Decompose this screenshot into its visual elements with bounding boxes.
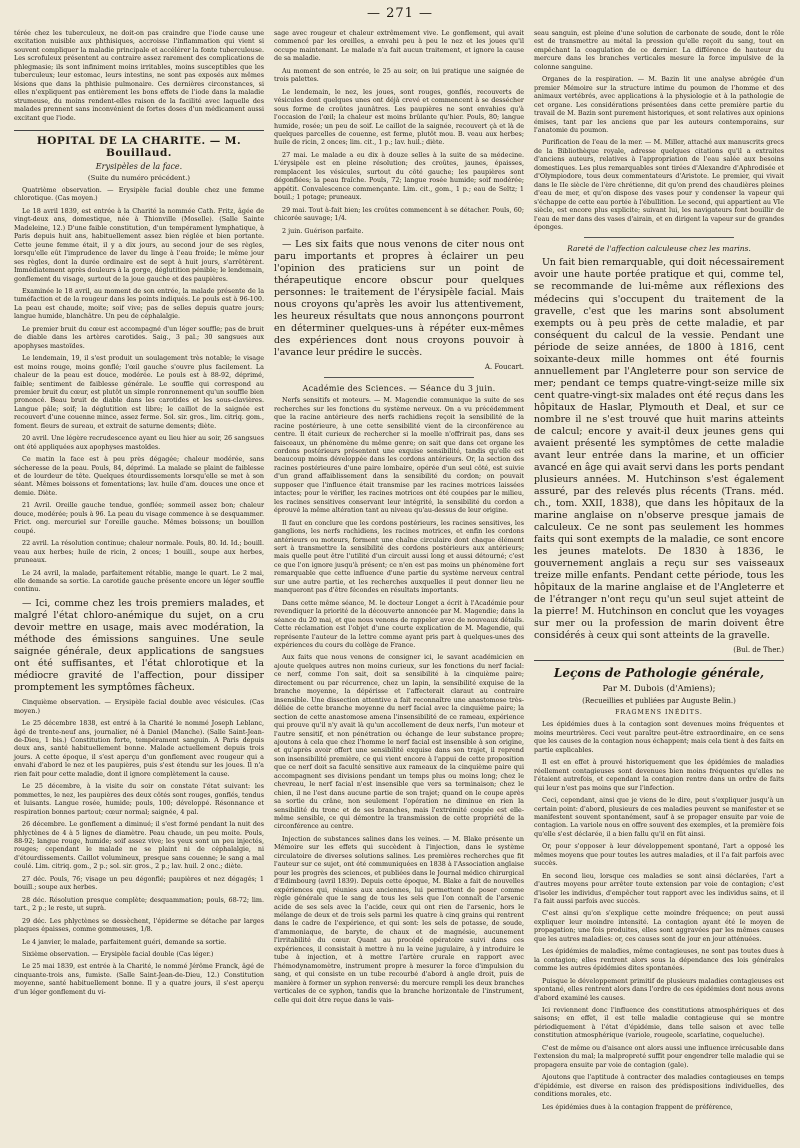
section-divider bbox=[324, 377, 474, 378]
obs6-paragraph: 2 juin. Guérison parfaite. bbox=[282, 226, 364, 235]
lecons-paragraph: En second lieu, lorsque ces maladies se sont ainsi déclarées, l'art a d'autres moyens pour arrêter toute extension par voie de contagion; c'est d'isoler les individus, d'empêcher tout rapport avec les individus sains, et il l'a fait aussi parfois avec succès. bbox=[534, 871, 784, 906]
obs5-paragraph: 28 déc. Résolution presque complète; desquammation; pouls, 68-72; lim. tart., 2 p.; le reste, ut suprà. bbox=[14, 895, 264, 913]
lecons-editor: (Recueillies et publiées par Auguste Belin.) bbox=[582, 697, 736, 706]
obs4-paragraph: Le 24 avril, la malade, parfaitement rétablie, mange le quart. Le 2 mai, elle demande sa sortie. La carotide gauche présente encore un léger souffle continu. bbox=[14, 568, 264, 594]
obs6-paragraph: 27 mai. Le malade a eu dix à douze selles à la suite de sa médecine. L'érysipèle est en pleine résolution; des croûtes, jaunes, épaisses, remplacent les vésicules, surtout du côté gauche; les paupières sont dégonflées; la peau fraîche. Pouls, 72; langue rosée humide; soif modérée; appétit. Convalescence commençante. Lim. cit., gom., 1 p.; eau de Seltz; 1 bouil.; 1 potage; pruneaux. bbox=[274, 150, 524, 202]
obs5-heading: Cinquième observation. — Erysipèle facial double avec vésicules. (Cas moyen.) bbox=[14, 698, 264, 715]
academie-heading: Académie des Sciences. — Séance du 3 juin. bbox=[302, 384, 496, 394]
suite-note: (Suite du numéro précédent.) bbox=[87, 173, 191, 182]
column-right bbox=[534, 29, 784, 1115]
obs4-paragraph: 21 Avril. Oreille gauche tendue, gonflée; sommeil assez bon; chaleur douce, modérée; pouls à 96. La peau du visage commence à se desquammer. Frict. ong. mercuriel sur l'oreille gauche. Mêmes boissons; un bouillon coupé. bbox=[14, 501, 264, 535]
obs4-paragraph: Ce matin la face est à peu près dégagée; chaleur modérée, sans sécheresse de la peau. Pouls, 84, déprimé. La malade se plaint de faiblesse et de lourdeur de tête. Quelques étourdissements lorsqu'elle se met à son séant. Mêmes boissons et fomentations; lav. huile d'am. douces une once et demie. Diète. bbox=[14, 455, 264, 497]
obs5-paragraph: Le 4 janvier, le malade, parfaitement guéri, demande sa sortie. bbox=[22, 937, 227, 946]
obs5-paragraph: 27 déc. Pouls, 76; visage un peu dégonflé; paupières et nez dégagés; 1 bouill.; soupe aux herbes. bbox=[14, 874, 264, 892]
conclusion-paragraph: — Les six faits que nous venons de citer nous ont paru importants et propres à éclairer un peu l'opinion des praticiens sur un point de thérapeutique encore obscur pour quelques personnes: le traitement de l'érysipèle facial. Mais nous croyons qu'après les avoir lus attentivement, les heureux résultats que nous annonçons pourront en déterminer quelques-uns à répéter eux-mêmes des expériences dont nous croyons pouvoir à l'avance leur prédire le succès. bbox=[274, 238, 524, 359]
lecons-title: Leçons de Pathologie générale, bbox=[534, 660, 784, 680]
academie-paragraph: Organes de la respiration. — M. Bazin lit une analyse abrégée d'un premier Mémoire sur la structure intime du poumon de l'homme et des animaux vertébrés, avec applications à la physiologie et à la pathologie de cet organe. Les considérations présentées dans cette première partie du travail de M. Bazin sont purement historiques, et sont relatives aux opinions émises, tant par les anciens que par les auteurs contemporains, sur l'anatomie du poumon. bbox=[534, 75, 784, 134]
obs5-paragraph: 26 décembre. Le gonflement a diminué; il s'est formé pendant la nuit des phlyctènes de 4 à 5 lignes de diamètre. Peau chaude, un peu moite. Pouls, 88-92; langue rouge, humide; soif assez vive; les yeux sont un peu injectés, rouges; cependant le malade ne se plaint ni de céphalalgie, ni d'étourdissements. Caillot volumineux, presque sans couenne; le sang a mal coulé. Lim. citriq. gom., 2 p.; sol. sir. gros., 2 p.; lav. huil. 2 onc.; diète. bbox=[14, 820, 264, 871]
lecons-paragraph: Or, pour s'opposer à leur développement spontané, l'art a opposé les mêmes moyens que pour toutes les autres maladies, et il l'a fait parfois avec succès. bbox=[534, 842, 784, 868]
column-left bbox=[14, 29, 264, 1115]
obs4-paragraph: Le 18 avril 1839, est entrée à la Charité la nommée Cath. Fritz, âgée de vingt-deux ans, domestique, née à Thionville (Moselle). (Salle Sainte Madeleine, 12.) D'une faible constitution, d'un tempérament lymphatique, à Paris depuis huit ans, habituellement assez bien réglée et bien portante. Cette jeune femme était, il y a dix jours, au second jour de ses règles, lorsqu'elle eût l'imprudence de laver du linge à l'eau froide; le même jour ses règles, dont la durée ordinaire est de sept à huit jours, s'arrêtèrent. Immédiatement après douleurs à la gorge, déglutition pénible; le lendemain, gonflement du visage, surtout de la joue gauche et des paupières. bbox=[14, 206, 264, 283]
academie-paragraph: Dans cette même séance, M. le docteur Longet a écrit à l'Académie pour revendiquer la priorité de la découverte annoncée par M. Magendie; dans la séance du 20 mai, et que nous venons de rappeler avec de nouveaux détails. Cette réclamation est l'objet d'une courte explication de M. Magendie, qui représente l'auteur de la lettre comme ayant pris part à quelques-unes des expériences du cours du collège de France. bbox=[274, 598, 524, 649]
lecons-paragraph: Ceci, cependant, ainsi que je viens de le dire, peut s'expliquer jusqu'à un certain point: d'abord, plusieurs de ces maladies peuvent se manifester et se manifestent souvent spontanément, sauf à se propager ensuite par voie de contagion. La variole nous en offre souvent des exemples, et la première fois qu'elle s'est déclarée, il a bien fallu qu'il en fût ainsi. bbox=[534, 796, 784, 838]
academie-paragraph: Purification de l'eau de la mer. — M. Miller, attaché aux manuscrits grecs de la Bibliothèque royale, adresse quelques citations qu'il a extraites d'anciens auteurs, relatives à l'appropriation de l'eau salée aux besoins domestiques. Les plus remarquables sont tirées d'Alexandre d'Aphrodisée et d'Olympiodore, tous deux commentateurs d'Aristote. Le premier, qui vivait dans le IIe siècle de l'ère chrétienne, dit qu'on prend des chaudières pleines d'eau de mer, et qu'on dispose des vases pour y condenser la vapeur qui s'échappe de cette eau portée à l'ébullition. Le second, qui appartient au VIe siècle, est encore plus explicite; suivant lui, les navigateurs font bouillir de l'eau de mer dans des vases d'airain, et en dirigent la vapeur sur de grandes éponges. bbox=[534, 138, 784, 231]
obs4-paragraph: Examinée le 18 avril, au moment de son entrée, la malade présente de la tuméfaction et de la rougeur dans les points indiqués. Le pouls est à 96-100. La peau est chaude, moite; soif vive; pas de selles depuis quatre jours; langue humide, blanchâtre. Un peu de céphalalgie. bbox=[14, 286, 264, 321]
academie-paragraph: Injection de substances salines dans les veines. — M. Blake présente un Mémoire sur les effets qui succèdent à l'injection, dans le système circulatoire de diverses solutions salines. Les premières recherches que fit l'auteur sur ce sujet, ont été communiquées en 1838 à l'Association anglaise pour les progrès des sciences, et publiées dans le Journal médico chirurgical d'Edimbourg (avril 1839). Depuis cette époque, M. Blake a fait de nouvelles expériences qui, réunies aux anciennes, lui permettent de poser comme règle générale que le sang de tous les sels que l'on connaît de l'arsenic acide de ses sels avec la l'acide, ceux qui ont rien de l'arsenic, hors le mélange de deux et de trois sels parmi les quatre à cinq grains qui rentrent dans le cadre de l'expérience, et qui sont: les sels de potasse, de soude, d'ammoniaque, de baryte, de chaux et de magnésie, aucunement l'irritabilité du cœur. Quant au procédé opératoire suivi dans ces expériences, il consistait à mettre à nu la veine jugulaire, à y introduire le tube à injection, et à mettre l'artère crurale en rapport avec l'hémodynamomètre, instrument propre à mesurer la force d'impulsion du sang, et qui consiste en un tube recourbé d'abord à angle droit, puis de manière à former un syphon renversé: du mercure rempli les deux branches verticales de ce syphon, tandis que la branche horizontale de l'instrument, celle qui doit être reçue dans le vais- bbox=[274, 834, 524, 1004]
obs4-paragraph: 22 avril. La résolution continue; chaleur normale. Pouls, 80. Id. Id.; bouill. veau aux herbes; huile de ricin, 2 onces; 1 bouill., soupe aux herbes, pruneaux. bbox=[14, 539, 264, 565]
source-citation: (Bul. de Ther.) bbox=[733, 646, 784, 655]
section-divider bbox=[584, 237, 734, 238]
lecons-paragraph: Les épidémies dues à la contagion sont devenues moins fréquentes et moins meurtrières. Ceci veut paraître peut-être extraordinaire, en ce sens que les causes de la contagion nous échappent; mais cela tient à des faits en partie explicables. bbox=[534, 720, 784, 754]
obs5-paragraph: 29 déc. Les phlyctènes se dessèchent, l'épiderme se détache par larges plaques épaisses, comme gommeuses, 1/8. bbox=[14, 916, 264, 934]
obs4-paragraph: Le lendemain, 19, il s'est produit un soulagement très notable; le visage est moins rouge, moins gonflé; l'œil gauche s'ouvre plus facilement. La chaleur de la peau est douce, modérée. Le pouls est à 88-92, déprimé, faible; sentiment de faiblesse générale. Le souffle qui correspond au premier bruit du cœur, est plutôt un simple ronronnement qu'un souffle bien prononcé. Beau bruit de diable dans les carotides et les sous-clavières. Langue pâle; soif; la déglutition est libre; le caillot de la saignée est recouvert d'une couenne mince, assez ferme. Sol. sir. gros., lim. citriq. gom., foment. fleurs de sureau, et extrait de saturne dements; diète. bbox=[14, 354, 264, 430]
obs6-continued: sage avec rougeur et chaleur extrêmement vive. Le gonflement, qui avait commencé par les oreilles, a envahi peu à peu le nez et les joues qu'il occupe maintenant. Le malade n'a fait aucun traitement, et ignore la cause de sa maladie. bbox=[274, 29, 524, 63]
chlorosis-paragraph: — Ici, comme chez les trois premiers malades, et malgré l'état chloro-anémique du sujet, on a cru devoir mettre en usage, mais avec modération, la méthode des émissions sanguines. Une seule saignée générale, deux applications de sangsues ont été suffisantes, et l'état chlorotique et la médiocre gravité de l'affection, pour dissiper promptement les symptômes fâcheux. bbox=[14, 597, 264, 694]
hospital-title: HOPITAL DE LA CHARITE. — M. Bouillaud. bbox=[14, 130, 264, 159]
lecons-paragraph: Les épidémies dues à la contagion frappent de préférence, bbox=[542, 1102, 733, 1111]
erysipeles-title: Erysipèles de la face. bbox=[95, 161, 183, 171]
author-signature: A. Foucart. bbox=[484, 363, 524, 372]
lecons-paragraph: Ajoutons que l'aptitude à contracter des maladies contagieuses en temps d'épidémie, est diverse en raison des prédispositions individuelles, des conditions morales, etc. bbox=[534, 1073, 784, 1099]
lecons-paragraph: Les épidémies de maladies, même contagieuses, ne sont pas toutes dues à la contagion; elles rentrent alors sous la dépendance des lois générales comme les autres épidémies dites spontanées. bbox=[534, 947, 784, 973]
obs4-paragraph: 20 avril. Une légère recrudescence ayant eu lieu hier au soir, 26 sangsues ont été appliquées aux apophyses mastoïdes. bbox=[14, 434, 264, 451]
obs6-paragraph: Le lendemain, le nez, les joues, sont rouges, gonflés, recouverts de vésicules dont quelques unes ont déjà crevé et commencent à se dessécher sous forme de croûtes jaunâtres. Les paupières ne sont envahies qu'à l'occasion de l'œil; la chaleur est moins brûlante qu'hier. Pouls, 80; langue humide, rosée; un peu de soif. Le caillot de la saignée, recouvert çà et là de quelques parcelles de couenne, est ferme, plutôt mou. B. veau aux herbes; huile de ricin, 2 onces; lim. cit., 1 p.; lav. huil.; diète. bbox=[274, 87, 524, 147]
lecons-paragraph: C'est de même ou d'aisance ont alors aussi une influence irrécusable dans l'extension du mal; la malpropreté suffit pour engendrer telle maladie qui se propagera ensuite par voie de contagion (gale). bbox=[534, 1043, 784, 1069]
obs6-heading: Sixième observation. — Erysipèle facial double (Cas léger.) bbox=[22, 949, 214, 958]
academie-paragraph: Nerfs sensitifs et moteurs. — M. Magendie communique la suite de ses recherches sur les fonctions du système nerveux. On a vu précédemment que la racine antérieure des nerfs rachidiens reçoit la sensibilité de la racine postérieure, à une cette sensibilité vient de la circonférence au centre. Il était curieux de rechercher si la moelle n'offrirait pas, dans ses faisceaux, un phénomène du même genre; on sait que dans cet organe les cordons postérieurs présentent une exquise sensibilité, tandis qu'elle est beaucoup moins développée dans les cordons antérieurs. Or, la section des racines postérieures d'une paire lombaire, opérée d'un seul côté, est suivie d'un grand affaiblissement dans la sensibilité du cordon; on pouvait supposer que l'influence était transmise par les racines motrices laissées intactes; pour le vérifier, les racines motrices ont été coupées par le milieu, les racines sensitives conservant leur intégrité, la sensibilité du cordon a éprouvé la même altération tant au niveau qu'au-dessus de leur origine. bbox=[274, 396, 524, 515]
obs4-paragraph: Le premier bruit du cœur est accompagné d'un léger souffle; pas de bruit de diable dans les artères carotides. Saig., 3 pal.; 30 sangsues aux apophyses mastoïdes. bbox=[14, 324, 264, 350]
academie-paragraph: Il faut en conclure que les cordons postérieurs, les racines sensitives, les ganglions, les nerfs rachidiens, les racines motrices, et enfin les cordons antérieurs ou moteurs, forment une chaîne circulaire dont chaque élément sert à transmettre la sensibilité des cordons postérieurs aux antérieurs; mais quelle peut être l'utilité d'un circuit aussi long et aussi détourné; c'est ce que l'on ignore jusqu'à présent; ce n'en est pas moins un phénomène fort remarquable que cette influence d'une partie du système nerveux central sur une autre partie, et les recherches auxquelles il peut donner lieu ne manqueront pas d'être fécondes en résultats importants. bbox=[274, 518, 524, 595]
text-columns bbox=[14, 29, 786, 1115]
academie-continued: seau sanguin, est pleine d'une solution de carbonate de soude, dont le rôle est de transmettre au métal la pression qu'elle reçoit du sang, tout en empêchant la coagulation de ce dernier. La différence de hauteur du mercure dans les branches verticales mesure la force impulsive de la colonne sanguine. bbox=[534, 29, 784, 71]
page-number: — 271 — bbox=[366, 6, 434, 21]
column-middle bbox=[274, 29, 524, 1115]
intro-paragraph: térée chez les tuberculeux, ne doit-on pas craindre que l'iode cause une excitation nuisible aux phthisiques, accroisse l'inflammation qui vient si souvent compliquer la maladie principale et accélérer la fonte tuberculeuse. Les scrofuleux présentent au contraire assez rarement des complications de phlegmasie; ils sont infiniment moins irritables, moins susceptibles que les tuberculeux; leur estomac, leurs intestins, ne sont pas exposés aux mêmes lésions que dans la phthisie pulmonaire. Ces dernières circonstances, si elles n'expliquent pas entièrement les bons effets de l'iode dans la maladie strumeuse, du moins rendent-elles raison de la facilité avec laquelle des malades prennent sans inconvénient de fortes doses d'un médicament aussi excitant que l'iode. bbox=[14, 29, 264, 122]
obs6-paragraph: Le 25 mai 1839, est entrée à la Charité, le nommé Jérôme Franck, âgé de cinquante-trois ans, fumiste. (Salle Saint-Jean-de-Dieu, 12.) Constitution moyenne, santé habituellement bonne. Il y a quatre jours, il s'est aperçu d'un léger gonflement du vi- bbox=[14, 962, 264, 996]
lecons-paragraph: Il est en effet à prouvé historiquement que les épidémies de maladies réellement contagieuses sont devenues bien moins fréquentes qu'elles ne l'étaient autrefois, et cependant la contagion rentre dans un ordre de faits qui leur n'est pas moins que sur l'infection. bbox=[534, 758, 784, 792]
lecons-paragraph: C'est ainsi qu'on s'explique cette moindre fréquence; on peut aussi expliquer leur moindre intensité. La contagion ayant été le moyen de propagation; une fois produites, elles sont aggravées par les mêmes causes que les autres maladies: or, ces causes sont de jour en jour atténuées. bbox=[534, 909, 784, 943]
lecons-paragraph: Ici reviennent donc l'influence des constitutions atmosphériques et des saisons; en effet, il est telle maladie contagieuse qui se montre périodiquement à l'état d'épidémie, dans telle saison et avec telle constitution atmosphérique (variole, rougeole, scarlatine, coqueluche). bbox=[534, 1006, 784, 1040]
obs6-paragraph: 29 mai. Tout à-fait bien; les croûtes commencent à se détacher. Pouls, 60; chicorée sauvage; 1/4. bbox=[274, 205, 524, 223]
obs4-heading: Quatrième observation. — Erysipèle facial double chez une femme chlorotique. (Cas moyen.) bbox=[14, 185, 264, 203]
obs5-paragraph: Le 25 décembre, à la visite du soir on constate l'état suivant: les pommettes, le nez, les paupières des deux côtés sont rouges, gonflés, tendus et luisants. Langue rosée, humide; pouls, 100; développé. Résonnance et respiration bonnes partout; cœur normal; saignée, 4 pal. bbox=[14, 782, 264, 816]
marins-paragraph: Un fait bien remarquable, qui doit nécessairement avoir une haute portée pratique et qui, comme tel, se recommande de lui-même aux réflexions des médecins qui s'occupent du traitement de la gravelle, c'est que les marins sont absolument exempts ou à peu près de cette maladie, et par conséquent du calcul de la vessie. Pendant une période de seize années, de 1800 à 1816, cent soixante-deux mille hommes ont été fournis annuellement par l'Angleterre pour son service de mer; pendant ce temps quatre-vingt-seize mille six cent quatre-vingt-six malades ont été reçus dans les hôpitaux de Haslar, Plymouth et Deal, et sur ce nombre il ne s'est trouvé que huit marins atteints de calcul; encore y avait-il deux jeunes gens qui avaient présenté les symptômes de cette maladie avant leur entrée dans la marine, et un officier avancé en âge qui avait servi dans les ports pendant plusieurs années. M. Hutchinson s'est également assuré, par des relevés plus récents (Trans. méd. ch., tom. XXII, 1838), que dans les hôpitaux de la marine anglaise on n'observe presque jamais de calculeux. Ce ne sont pas seulement les hommes faits qui sont exempts de la maladie, ce sont encore les jeunes matelots. De 1830 à 1836, le gouvernement anglais a reçu sur ses vaisseaux treize mille enfants. Pendant cette période, tous les hôpitaux de la marine anglaise et de l'Angleterre et de l'étranger n'ont reçu qu'un seul sujet atteint de la pierre! M. Hutchinson en conclut que les voyages sur mer ou la profession de marin doivent être considérés à ceux qui sont atteints de la gravelle. bbox=[534, 257, 784, 642]
lecons-author: Par M. Dubois (d'Amiens); bbox=[602, 684, 716, 695]
lecons-paragraph: Puisque le développement primitif de plusieurs maladies contagieuses est spontané, elles rentrent alors dans l'ordre de ces épidémies dont nous avons d'abord examiné les causes. bbox=[534, 976, 784, 1002]
fragments-heading: FRAGMENS INÉDITS. bbox=[615, 709, 703, 717]
rarete-title: Rareté de l'affection calculeuse chez les marins. bbox=[567, 244, 751, 254]
academie-paragraph: Aux faits que nous venons de consigner ici, le savant académicien en ajoute quelques autres non moins curieux, sur les fonctions du nerf facial: ce nerf, comme l'on sait, doit sa sensibilité à la cinquième paire; directement ou par récurrence, chez un lapin, la sensibilité exquise de la branche moyenne, la dépérisse et l'affecterait claraut au contraire insensible. Une dissection attentive a fait reconnaître une anastomose très-déliée de cette branche moyenne du nerf facial avec la cinquième paire; la section de cette anastomose amena l'insensibilité de ce rameau, expérience qui prouve qu'il n'y avait là qu'un accollement de deux nerfs, l'un moteur et l'autre sensitif, et non pénétration ou échange de leur substance propre; ajoutons à cela que chez l'homme le nerf facial est insensible à son origine, et qu'après avoir offert une sensibilité exquise dans son trajet, il reprend son insensibilité première, ce qui vient encore à l'appui de cette proposition que ce nerf doit sa faculté sensitive aux rameaux de la cinquième paire qui accompagnent ses divisions pendant un temps plus ou moins long; chez le chevreau, le nerf facial n'est insensible que vers sa terminaison; chez le chien, il ne l'est dans aucune partie de son trajet; quand on le coupe après sa sortie du crâne, non seulement l'opération ne diminue en rien la sensibilité du tronc et de ses branches, mais l'extrémité coupée est elle-même sensible, ce qui démontre la transmission de cette propriété de la circonférence au centre. bbox=[274, 653, 524, 831]
obs6-paragraph: Au moment de son entrée, le 25 au soir, on lui pratique une saignée de trois palettes. bbox=[274, 66, 524, 84]
obs5-paragraph: Le 25 décembre 1838, est entré à la Charité le nommé Joseph Leblanc, âgé de trente-neuf ans, journalier, né à Daniel (Manche). (Salle Saint-Jean-de-Dieu, 1 bis.) Constitution forte, tempérament sanguin. A Paris depuis deux ans, santé habituellement bonne. Malade actuellement depuis trois jours. A cette époque, il s'est aperçu d'un gonflement avec rougeur qui a envahi d'abord le nez et les paupières, puis s'est étendu sur les joues. Il n'a rien fait pour cette maladie, dont il ignore complètement la cause. bbox=[14, 719, 264, 778]
